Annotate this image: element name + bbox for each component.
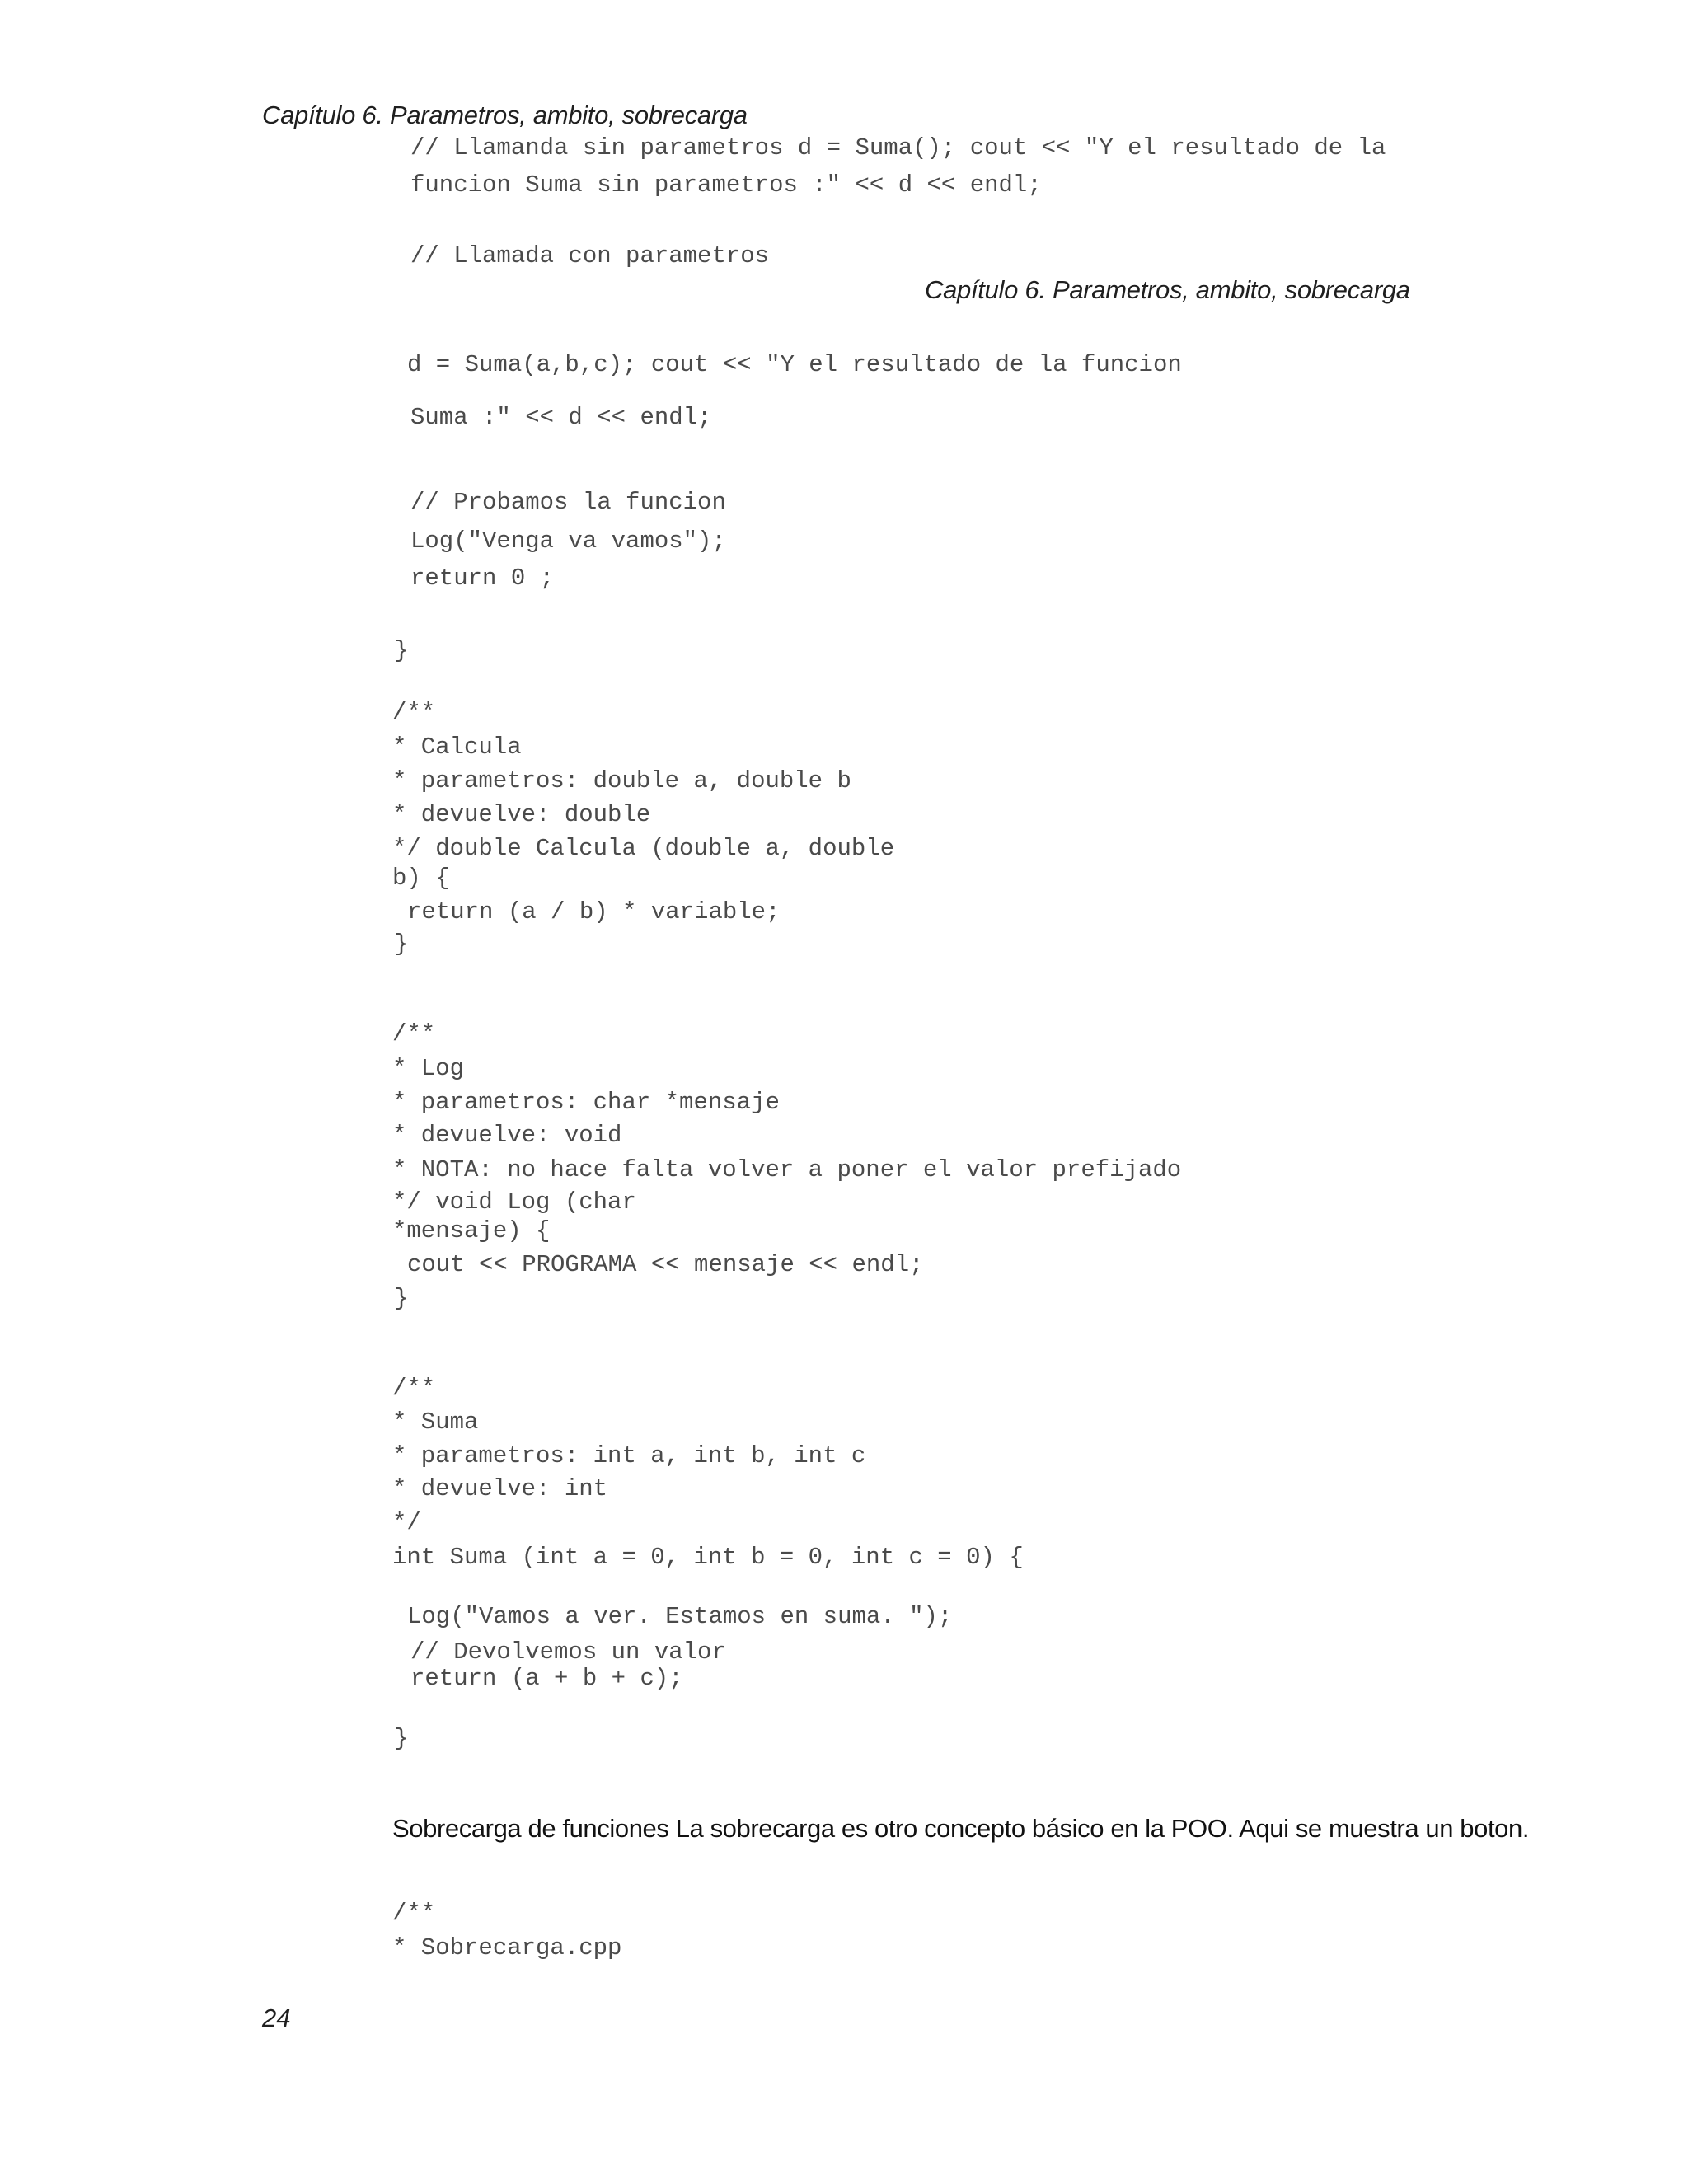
code-line: int Suma (int a = 0, int b = 0, int c = 0) { [392, 1544, 1024, 1571]
code-line: * NOTA: no hace falta volver a poner el valor prefijado [392, 1156, 1182, 1183]
code-line: * Suma [392, 1408, 479, 1436]
code-line: d = Suma(a,b,c); cout << "Y el resultado de la funcion [407, 351, 1182, 378]
code-line: * Sobrecarga.cpp [392, 1934, 622, 1961]
code-line: * devuelve: void [392, 1122, 622, 1149]
code-line: * Calcula [392, 733, 522, 761]
code-line: return (a / b) * variable; [407, 898, 781, 926]
code-line: /** [392, 1020, 436, 1047]
code-line: // Probamos la funcion [410, 489, 726, 516]
code-line: Log("Venga va vamos"); [410, 527, 726, 555]
code-line: /** [392, 1375, 436, 1402]
code-line: * parametros: char *mensaje [392, 1089, 780, 1116]
code-line: } [394, 1285, 409, 1312]
code-line: * devuelve: double [392, 801, 651, 828]
code-line: * parametros: double a, double b [392, 767, 851, 794]
code-line: return (a + b + c); [410, 1665, 683, 1692]
overload-paragraph: Sobrecarga de funciones La sobrecarga es otro concepto básico en la POO. Aqui se muestra un boton. [392, 1814, 1530, 1843]
code-line: } [394, 637, 409, 664]
code-line: cout << PROGRAMA << mensaje << endl; [407, 1251, 924, 1278]
page-number: 24 [262, 2004, 291, 2032]
code-line: /** [392, 699, 436, 726]
code-line: * parametros: int a, int b, int c [392, 1442, 866, 1469]
code-line: funcion Suma sin parametros :" << d << endl; [410, 171, 1042, 199]
code-line: Suma :" << d << endl; [410, 404, 712, 431]
code-line: /** [392, 1900, 436, 1927]
code-line: return 0 ; [410, 565, 555, 592]
code-line: // Llamanda sin parametros d = Suma(); cout << "Y el resultado de la [410, 134, 1386, 162]
code-line: Log("Vamos a ver. Estamos en suma. "); [407, 1603, 953, 1630]
code-line: b) { [392, 865, 450, 892]
running-title-left: Capítulo 6. Parametros, ambito, sobrecarga [262, 101, 748, 129]
code-line: * devuelve: int [392, 1475, 608, 1502]
code-line: * Log [392, 1055, 465, 1082]
code-line: */ double Calcula (double a, double [392, 835, 895, 862]
code-line: *mensaje) { [392, 1217, 551, 1244]
code-line: } [394, 1725, 409, 1752]
code-line: // Llamada con parametros [410, 242, 770, 269]
running-title-right: Capítulo 6. Parametros, ambito, sobrecarga [925, 275, 1410, 304]
code-line: // Devolvemos un valor [410, 1638, 726, 1666]
code-line: } [394, 930, 409, 958]
code-line: */ void Log (char [392, 1188, 636, 1216]
code-line: */ [392, 1509, 421, 1536]
